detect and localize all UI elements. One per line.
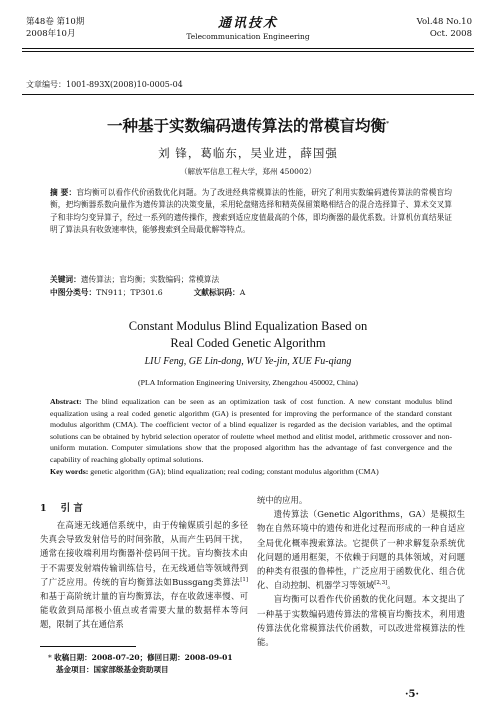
article-number-rule — [22, 94, 474, 95]
keywords-en-label: Key words: — [50, 467, 89, 476]
header-rule-thin — [22, 51, 474, 52]
keywords-en-text: genetic algorithm (GA); blind equalization; real coding; constant modulus algorithm (CMA) — [90, 467, 379, 476]
volume-issue: 第48卷 第10期 — [26, 17, 85, 27]
footnote-rule — [40, 646, 136, 647]
issue-date-en: Oct. 2008 — [429, 29, 472, 39]
article-number: 文章编号：1001-893X(2008)10-0005-04 — [26, 80, 183, 89]
keywords-cn-text: 遗传算法；盲均衡；实数编码；常模算法 — [80, 275, 220, 284]
abstract-cn-text: 盲均衡可以看作代价函数优化问题。为了改进经典常模算法的性能，研究了利用实数编码遗传算法的常模盲均衡，把均衡器系数向量作为遗传算法的决策变量，采用轮盘赌选择和精英保留策略相结合的混合选择算子、算术交叉算子和非均匀变异算子，经过一系列的遗传操作，搜索到适应度值最高的个体，即均衡器的最优系数。计算机仿真结果证明了算法具有收敛速率快，能够搜索到全局最优解等特点。 — [50, 188, 452, 235]
abstract-en-text: The blind equalization can be seen as an optimization task of cost function. A new constant modulus blind equalization using a real coded genetic algorithm (GA) is presented for improving the performance of the standard constant modulus algorithm (CMA). The coefficient vector of a blind equalizer is regarded as the decision variables, and the optimal solutions can be obtained by hybrid selection operator of roulette wheel method and elitist model, arithmetic crossover and non-uniform mutation. Computer simulations show that the proposed algorithm has the advantage of fast convergence and the capability of reaching globally optimal solutions. — [50, 397, 452, 464]
title-footnote-mark: * — [386, 120, 389, 127]
footnote-fund: 基金项目：国家部级基金资助项目 — [56, 665, 169, 674]
paper-title-en-line1: Constant Modulus Blind Equalization Based on — [128, 319, 368, 333]
abstract-en — [50, 396, 452, 466]
body-column-right — [257, 493, 465, 649]
section-heading-introduction — [40, 500, 83, 514]
page-number: ·5· — [405, 689, 419, 700]
citation: [1] — [240, 577, 248, 584]
classification-line — [50, 287, 452, 299]
abstract-cn-label: 摘 要： — [50, 188, 77, 197]
clc-label: 中图分类号： — [50, 288, 97, 297]
header-rule — [22, 48, 474, 49]
paper-title-en-line2: Real Coded Genetic Algorithm — [170, 336, 326, 350]
body-column-left — [40, 518, 248, 632]
journal-logo: 通讯技术 — [217, 16, 278, 31]
body-paragraph: 在高速无线通信系统中，由于传输媒质引起的多径失真会导致发射信号的时间弥散，从而产生码间干扰，通常在接收端利用均衡器补偿码间干扰。盲均衡技术由于不需要发射端传输训练信号，在无线通信等领域得到了广泛应用。传统的盲均衡算法如Bussgang类算法[1]和基于高阶统计量的盲均衡算法，存在收敛速率慢、可能收敛到局部极小值点或者需要大量的数据样本等问题，限制了其在通信系 — [40, 520, 248, 630]
footnote-mark: * — [48, 653, 52, 662]
section-title: 引 言 — [60, 503, 83, 514]
citation: [2,3] — [374, 580, 388, 587]
doc-code-label: 文献标识码： — [193, 288, 240, 297]
keywords-cn — [50, 274, 452, 286]
abstract-cn — [50, 187, 452, 237]
volume-issue-en: Vol.48 No.10 — [416, 17, 472, 27]
body-paragraph: 统中的应用。 — [257, 495, 308, 505]
keywords-en — [50, 466, 452, 478]
issue-date: 2008年10月 — [26, 29, 76, 39]
authors-cn: 刘 锋，葛临东，吴业进，薛国强 — [158, 146, 338, 160]
journal-name-en: Telecommunication Engineering — [186, 32, 310, 41]
affiliation-cn: （解放军信息工程大学，郑州 450002） — [179, 167, 316, 176]
doc-code: A — [239, 288, 246, 297]
keywords-cn-label: 关键词： — [50, 275, 81, 284]
authors-en: LIU Feng, GE Lin-dong, WU Ye-jin, XUE Fu-qiang — [144, 356, 352, 367]
paper-title-cn: 一种基于实数编码遗传算法的常模盲均衡* — [107, 116, 389, 135]
paper-title-en — [0, 318, 496, 352]
body-paragraph: 遗传算法（Genetic Algorithms，GA）是模拟生物在自然环境中的遗传和进化过程而形成的一种自适应全局优化概率搜索算法。它提供了一种求解复杂系统优化问题的通用框架，不依赖于问题的具体领域，对问题的种类有很强的鲁棒性，广泛应用于函数优化、组合优化、自动控制、机器学习等领域[2,3]。 — [257, 509, 465, 591]
section-number: 1 — [40, 503, 47, 514]
footnote-received: * 收稿日期：2008-07-20；修回日期：2008-09-01 — [48, 653, 233, 662]
affiliation-en: (PLA Information Engineering University, Zhengzhou 450002, China) — [138, 378, 358, 387]
clc-code: TN911；TP301.6 — [96, 288, 163, 297]
body-paragraph: 盲均衡可以看作代价函数的优化问题。本文提出了一种基于实数编码遗传算法的常模盲均衡技术，利用遗传算法优化常模算法代价函数，可以改进常模算法的性能。 — [257, 594, 465, 648]
journal-volume-info-en — [417, 16, 472, 40]
abstract-en-label: Abstract: — [50, 397, 82, 406]
